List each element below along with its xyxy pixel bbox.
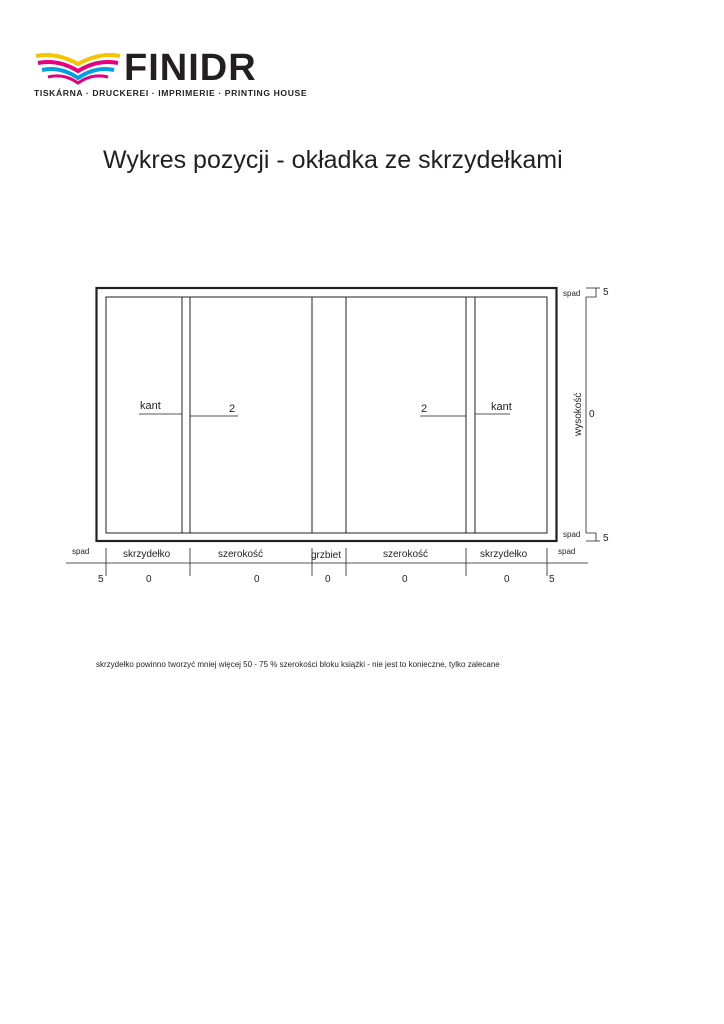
top-bleed-value: 5 [603, 287, 609, 298]
left-cover-width-label: szerokość [218, 549, 264, 560]
bottom-value-6: 0 [504, 574, 510, 585]
top-bleed-bracket [586, 288, 596, 297]
flap-width-note: skrzydełko powinno tworzyć mniej więcej 50 - 75 % szerokości bloku książki - nie jest to konieczne, tylko zalecane [96, 660, 500, 669]
logo-wordmark: FINIDR [124, 47, 257, 89]
logo-tagline: TISKÁRNA · DRUCKEREI · IMPRIMERIE · PRINTING HOUSE [34, 88, 308, 98]
height-label: wysokość [573, 392, 584, 436]
left-flap-width-label: skrzydełko [123, 549, 171, 560]
left-bleed-label: spad [72, 547, 90, 556]
spine-width-label: grzbiet [311, 550, 342, 561]
bottom-value-7: 5 [549, 574, 555, 585]
bottom-value-1: 5 [98, 574, 104, 585]
right-cover-width-label: szerokość [383, 549, 429, 560]
right-flap-width-label: skrzydełko [480, 549, 528, 560]
bleed-frame [97, 288, 557, 541]
bottom-bleed-label: spad [563, 530, 581, 539]
bottom-value-5: 0 [402, 574, 408, 585]
left-flap-kant-label: kant [140, 400, 161, 412]
bottom-value-2: 0 [146, 574, 152, 585]
page-title: Wykres pozycji - okładka ze skrzydełkami [103, 146, 563, 174]
bottom-value-4: 0 [325, 574, 331, 585]
bottom-bleed-bracket [586, 533, 596, 541]
left-cover-value: 2 [229, 403, 236, 415]
right-flap-kant-label: kant [491, 401, 512, 413]
bottom-bleed-value: 5 [603, 533, 609, 544]
right-cover-value: 2 [421, 403, 428, 415]
trim-frame [106, 297, 547, 533]
right-bleed-label: spad [558, 547, 576, 556]
height-value: 0 [589, 409, 595, 420]
top-bleed-label: spad [563, 289, 581, 298]
bottom-value-3: 0 [254, 574, 260, 585]
